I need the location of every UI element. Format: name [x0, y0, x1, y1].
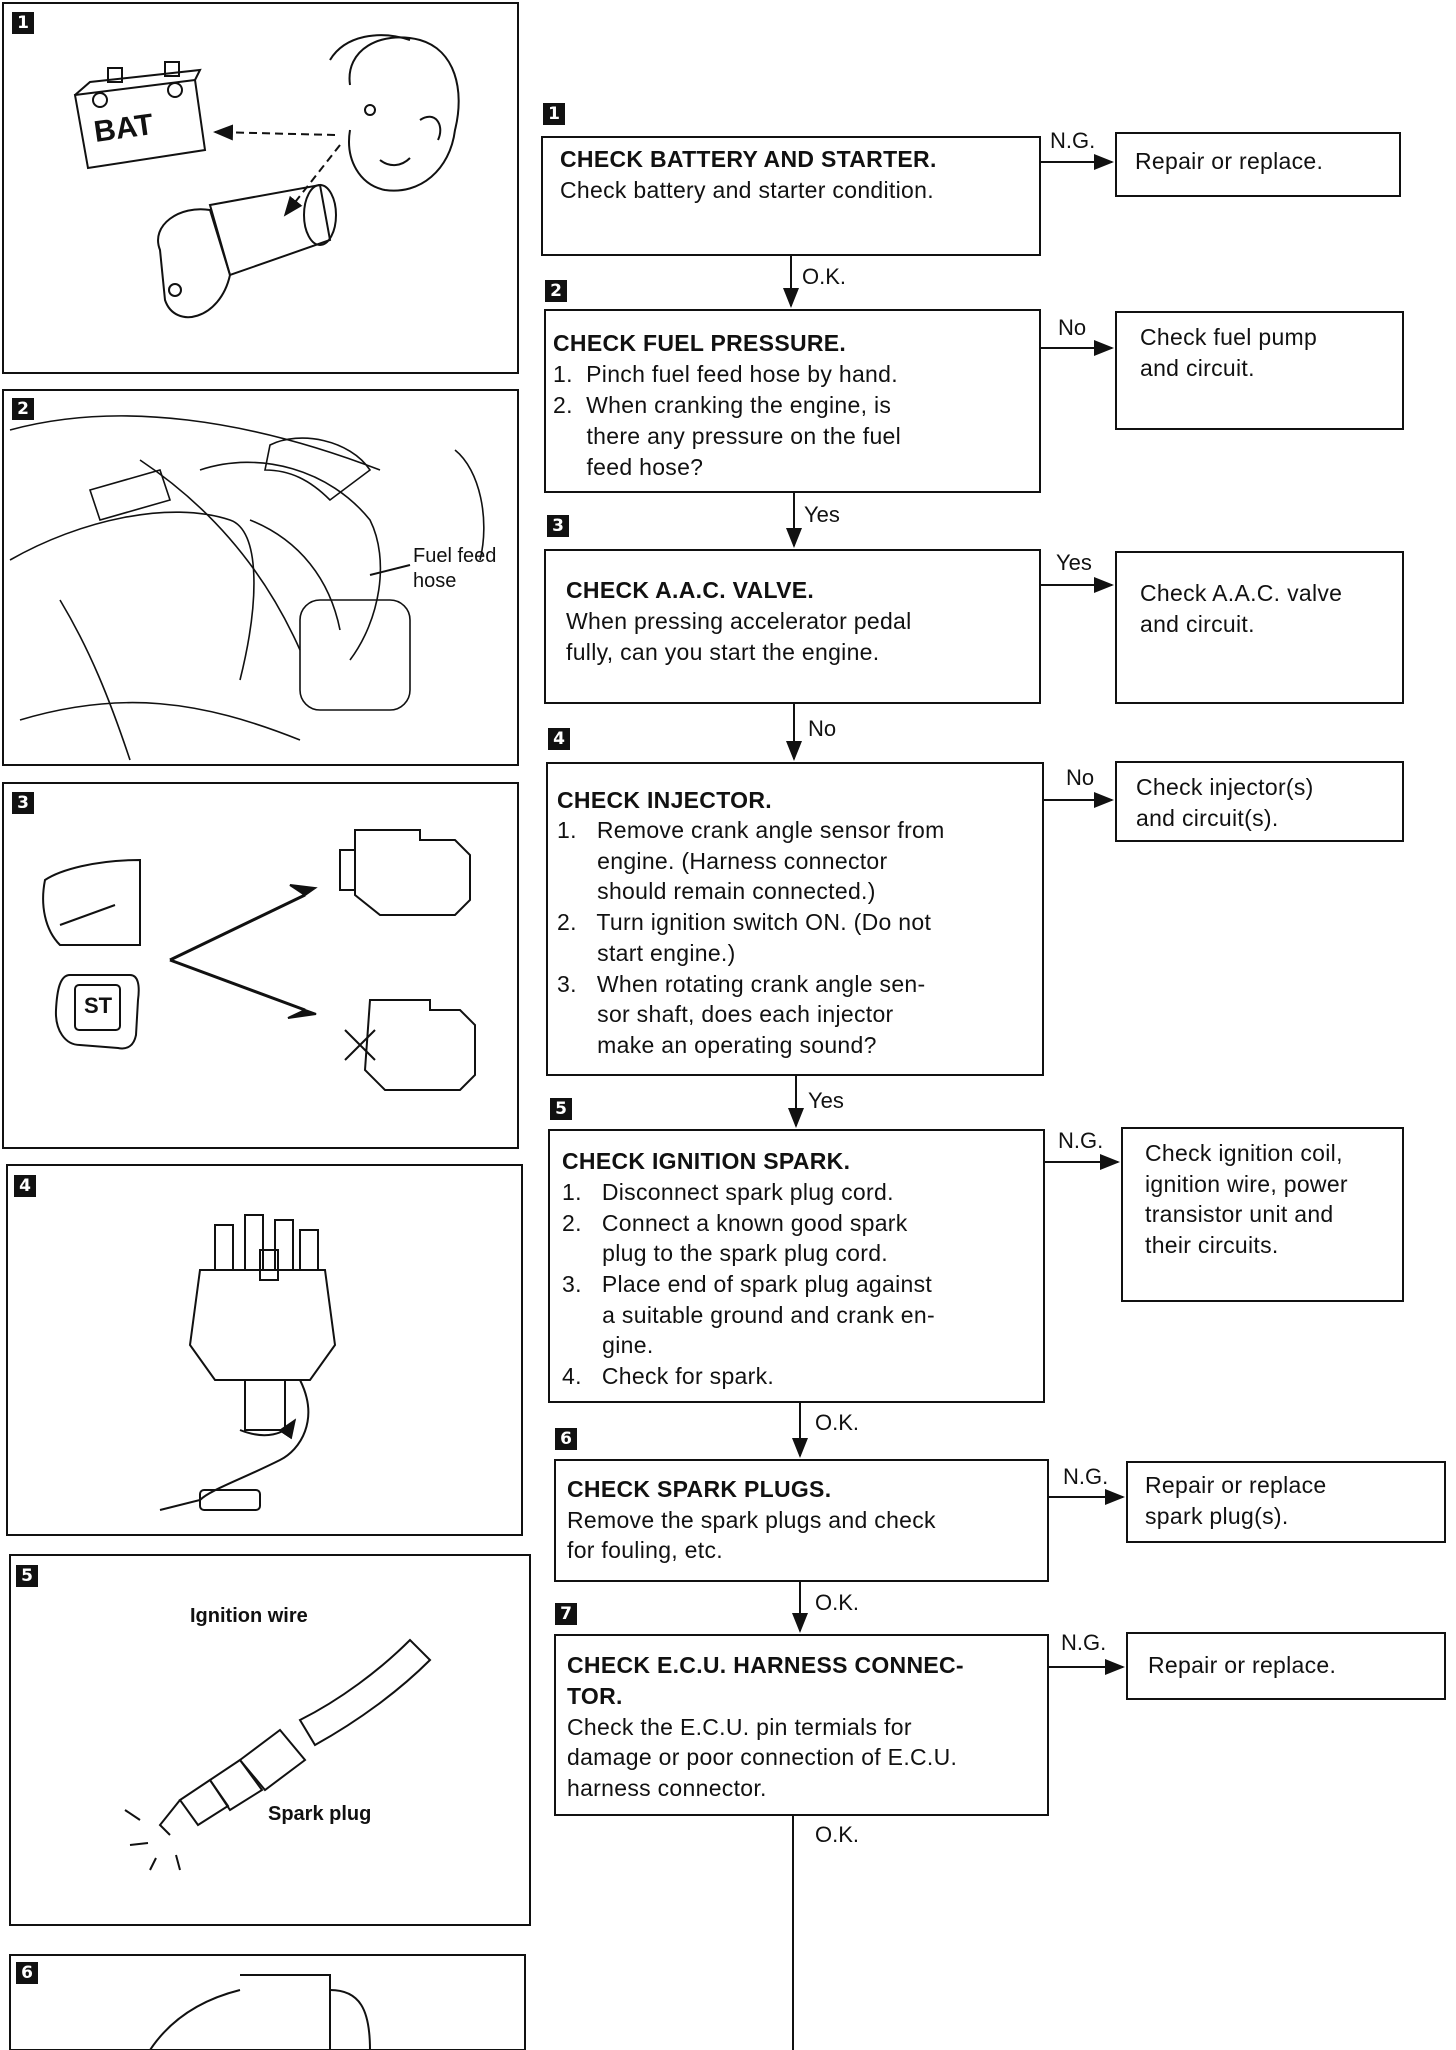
step-5-result: ignition wire, power — [1145, 1171, 1348, 1197]
step-7-title: CHECK E.C.U. HARNESS CONNEC- — [567, 1652, 964, 1678]
step-7-down-label: O.K. — [815, 1822, 860, 1847]
step-2-result: and circuit. — [1140, 355, 1255, 381]
step-4-line: 1. Remove crank angle sensor from — [557, 817, 945, 843]
spark-plug-socket-icon — [150, 1975, 370, 2050]
accelerator-pedal-icon — [43, 860, 140, 945]
panel-4-number: 4 — [14, 1175, 36, 1197]
step-6-title: CHECK SPARK PLUGS. — [567, 1476, 832, 1502]
step-5-line: 1. Disconnect spark plug cord. — [562, 1179, 894, 1205]
panel-2-number: 2 — [12, 398, 34, 420]
distributor-icon — [160, 1215, 335, 1510]
step-4-title: CHECK INJECTOR. — [557, 787, 772, 813]
step-1-line: Check battery and starter condition. — [560, 177, 934, 203]
mechanic-head-icon — [330, 35, 459, 190]
step-4-line: 3. When rotating crank angle sen- — [557, 971, 926, 997]
step-7-branch-label: N.G. — [1061, 1630, 1107, 1655]
step-5-result: transistor unit and — [1145, 1201, 1334, 1227]
step-6-number: 6 — [555, 1428, 577, 1450]
step-2-result: Check fuel pump — [1140, 324, 1318, 350]
ignition-key-label: ST — [84, 993, 113, 1018]
step-2-line: 1. Pinch fuel feed hose by hand. — [553, 361, 898, 387]
step-3-number: 3 — [547, 515, 569, 537]
battery-label: BAT — [91, 108, 156, 149]
panel-6-frame — [10, 1955, 525, 2050]
step-2-branch-label: No — [1058, 315, 1087, 340]
step-4-line: should remain connected.) — [557, 878, 876, 904]
panel-1-number: 1 — [12, 12, 34, 34]
step-5-line: 3. Place end of spark plug against — [562, 1271, 933, 1297]
step-7-title-cont: TOR. — [567, 1683, 623, 1709]
step-7-line: Check the E.C.U. pin termials for — [567, 1714, 912, 1740]
step-5-branch-label: N.G. — [1058, 1128, 1104, 1153]
panel-1-frame — [3, 3, 518, 373]
step-6-branch-label: N.G. — [1063, 1464, 1109, 1489]
step-3-branch-label: Yes — [1056, 550, 1092, 575]
step-4-line: sor shaft, does each injector — [557, 1001, 894, 1027]
step-3-line: fully, can you start the engine. — [566, 639, 880, 665]
step-5-down-label: O.K. — [815, 1410, 860, 1435]
step-2-down-label: Yes — [804, 502, 840, 527]
spark-plug-label: Spark plug — [268, 1803, 372, 1825]
step-3-down-label: No — [808, 716, 837, 741]
panel-3-number: 3 — [12, 792, 34, 814]
step-7-number: 7 — [555, 1603, 577, 1625]
ignition-wire-label: Ignition wire — [190, 1605, 308, 1627]
panel-5-number: 5 — [16, 1565, 38, 1587]
step-3-title: CHECK A.A.C. VALVE. — [566, 577, 815, 603]
fuel-feed-hose-label-2: hose — [413, 570, 457, 592]
spark-plug-icon — [125, 1640, 430, 1870]
step-1-number: 1 — [543, 103, 565, 125]
step-2-title: CHECK FUEL PRESSURE. — [553, 330, 847, 356]
step-4-line: 2. Turn ignition switch ON. (Do not — [557, 909, 932, 935]
step-7-result: Repair or replace. — [1148, 1652, 1337, 1678]
engine-running-icon — [340, 830, 470, 915]
panel-4-frame — [7, 1165, 522, 1535]
step-5-line: plug to the spark plug cord. — [562, 1240, 888, 1266]
step-2-number: 2 — [545, 280, 567, 302]
step-5-title: CHECK IGNITION SPARK. — [562, 1148, 851, 1174]
step-4-result: and circuit(s). — [1136, 805, 1279, 831]
step-3-line: When pressing accelerator pedal — [566, 608, 912, 634]
step-4-down-label: Yes — [808, 1088, 844, 1113]
step-7-line: damage or poor connection of E.C.U. — [567, 1744, 958, 1770]
starter-motor-icon — [158, 185, 336, 317]
step-4-line: make an operating sound? — [557, 1032, 877, 1058]
step-3-result: Check A.A.C. valve — [1140, 580, 1343, 606]
step-5-line: 4. Check for spark. — [562, 1363, 775, 1389]
engine-starting-icon — [345, 1000, 475, 1090]
step-3-result: and circuit. — [1140, 611, 1255, 637]
step-2-line: 2. When cranking the engine, is — [553, 392, 892, 418]
step-2-line: there any pressure on the fuel — [553, 423, 902, 449]
step-5-line: gine. — [562, 1332, 654, 1358]
step-1-title: CHECK BATTERY AND STARTER. — [560, 146, 937, 172]
step-4-line: start engine.) — [557, 940, 736, 966]
step-4-branch-label: No — [1066, 765, 1095, 790]
step-5-line: a suitable ground and crank en- — [562, 1302, 935, 1328]
step-1-down-label: O.K. — [802, 264, 847, 289]
fuel-feed-hose-label-1: Fuel feed — [413, 545, 497, 567]
panel-3-frame — [3, 783, 518, 1148]
step-5-number: 5 — [550, 1098, 572, 1120]
step-5-result: Check ignition coil, — [1145, 1140, 1343, 1166]
step-1-result: Repair or replace. — [1135, 148, 1324, 174]
step-7-line: harness connector. — [567, 1775, 767, 1801]
step-6-result: spark plug(s). — [1145, 1503, 1289, 1529]
step-6-down-label: O.K. — [815, 1590, 860, 1615]
step-4-number: 4 — [548, 728, 570, 750]
step-5-line: 2. Connect a known good spark — [562, 1210, 908, 1236]
step-1-branch-label: N.G. — [1050, 128, 1096, 153]
step-4-result: Check injector(s) — [1136, 774, 1314, 800]
step-4-line: engine. (Harness connector — [557, 848, 888, 874]
step-6-line: Remove the spark plugs and check — [567, 1507, 936, 1533]
step-2-line: feed hose? — [553, 454, 704, 480]
panel-6-number: 6 — [16, 1962, 38, 1984]
step-6-line: for fouling, etc. — [567, 1537, 723, 1563]
step-5-result: their circuits. — [1145, 1232, 1279, 1258]
step-6-result: Repair or replace — [1145, 1472, 1327, 1498]
